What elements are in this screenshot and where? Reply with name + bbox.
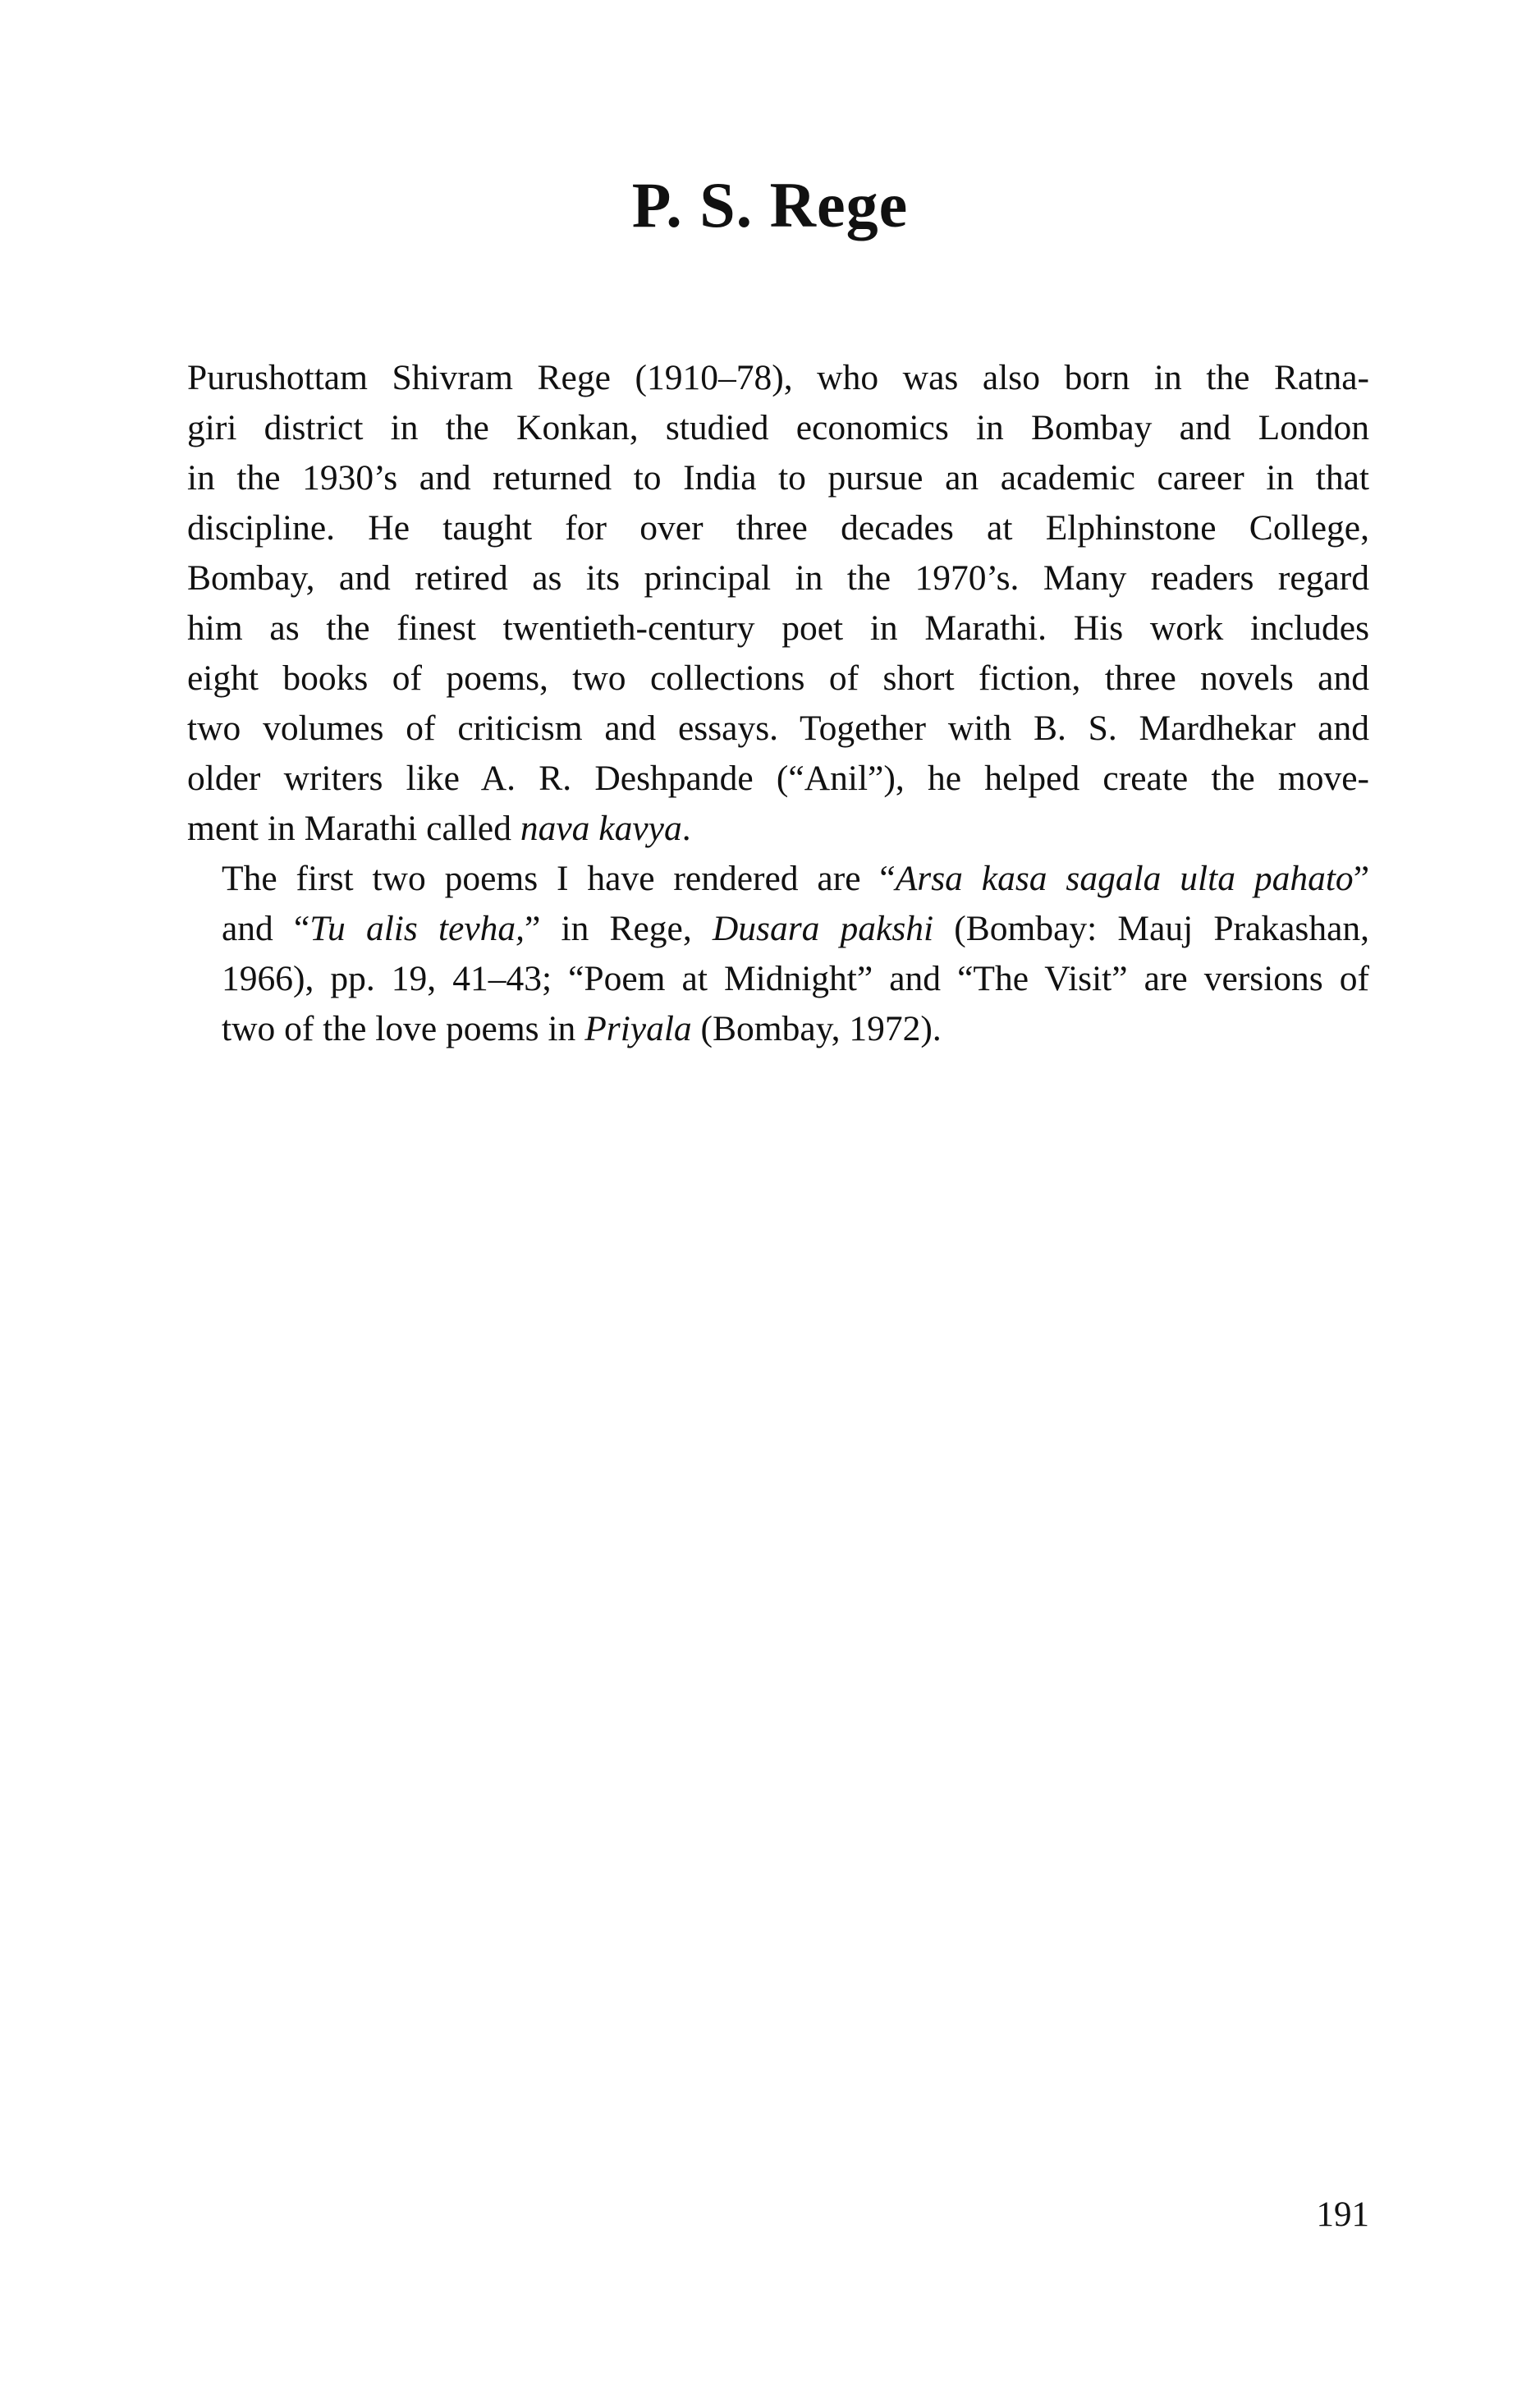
page-title: P. S. Rege [631, 169, 909, 241]
line-text: him as the finest twentieth-century poet in Marathi. His work includes [187, 608, 1369, 648]
line-text: (Bombay, 1972). [691, 1009, 942, 1048]
text-line [187, 503, 1369, 553]
text-line [187, 954, 1369, 1004]
line-text: ” [1353, 859, 1369, 898]
text-line [187, 453, 1369, 503]
line-text: Bombay, and retired as its principal in the 1970’s. Many readers regard [187, 558, 1369, 598]
line-text: eight books of poems, two collections of short fiction, three novels and [187, 658, 1369, 698]
text-line [187, 654, 1369, 704]
line-text: 1966), pp. 19, 41–43; “Poem at Midnight” and “The Visit” are versions of [222, 959, 1369, 998]
page-number: 191 [1316, 2195, 1369, 2234]
italic-title-text: Dusara pakshi [712, 909, 934, 948]
italic-title-text: Priyala [584, 1009, 692, 1048]
line-text: in the 1930’s and returned to India to pursue an academic career in that [187, 458, 1369, 498]
line-text: giri district in the Konkan, studied economics in Bombay and London [187, 408, 1369, 447]
italic-title-text: Arsa kasa sagala ulta pahato [895, 859, 1354, 898]
paragraph-sources [187, 854, 1369, 1054]
line-text: ment in Marathi called [187, 809, 520, 848]
text-line [187, 403, 1369, 453]
text-line [187, 353, 1369, 403]
line-text: and “ [222, 909, 310, 948]
text-line [187, 603, 1369, 654]
line-text: The first two poems I have rendered are “ [222, 859, 896, 898]
line-text: discipline. He taught for over three decades at Elphinstone College, [187, 508, 1369, 548]
text-line [187, 904, 1369, 954]
body-text [187, 353, 1369, 1054]
text-line [187, 804, 1369, 854]
text-line [187, 553, 1369, 603]
line-text: ” in Rege, [525, 909, 713, 948]
text-line [187, 1004, 1369, 1054]
line-text: older writers like A. R. Deshpande (“Anil”), he helped create the move- [187, 759, 1369, 798]
line-text: Purushottam Shivram Rege (1910–78), who was also born in the Ratna- [187, 358, 1369, 397]
text-line [187, 854, 1369, 904]
italic-title-text: nava kavya [520, 809, 682, 848]
text-line [187, 704, 1369, 754]
line-text: two volumes of criticism and essays. Together with B. S. Mardhekar and [187, 709, 1369, 748]
italic-title-text: Tu alis tevha, [309, 909, 525, 948]
paragraph-biography [187, 353, 1369, 854]
line-text: two of the love poems in [222, 1009, 585, 1048]
text-line [187, 754, 1369, 804]
line-text: . [681, 809, 691, 848]
line-text: (Bombay: Mauj Prakashan, [933, 909, 1370, 948]
